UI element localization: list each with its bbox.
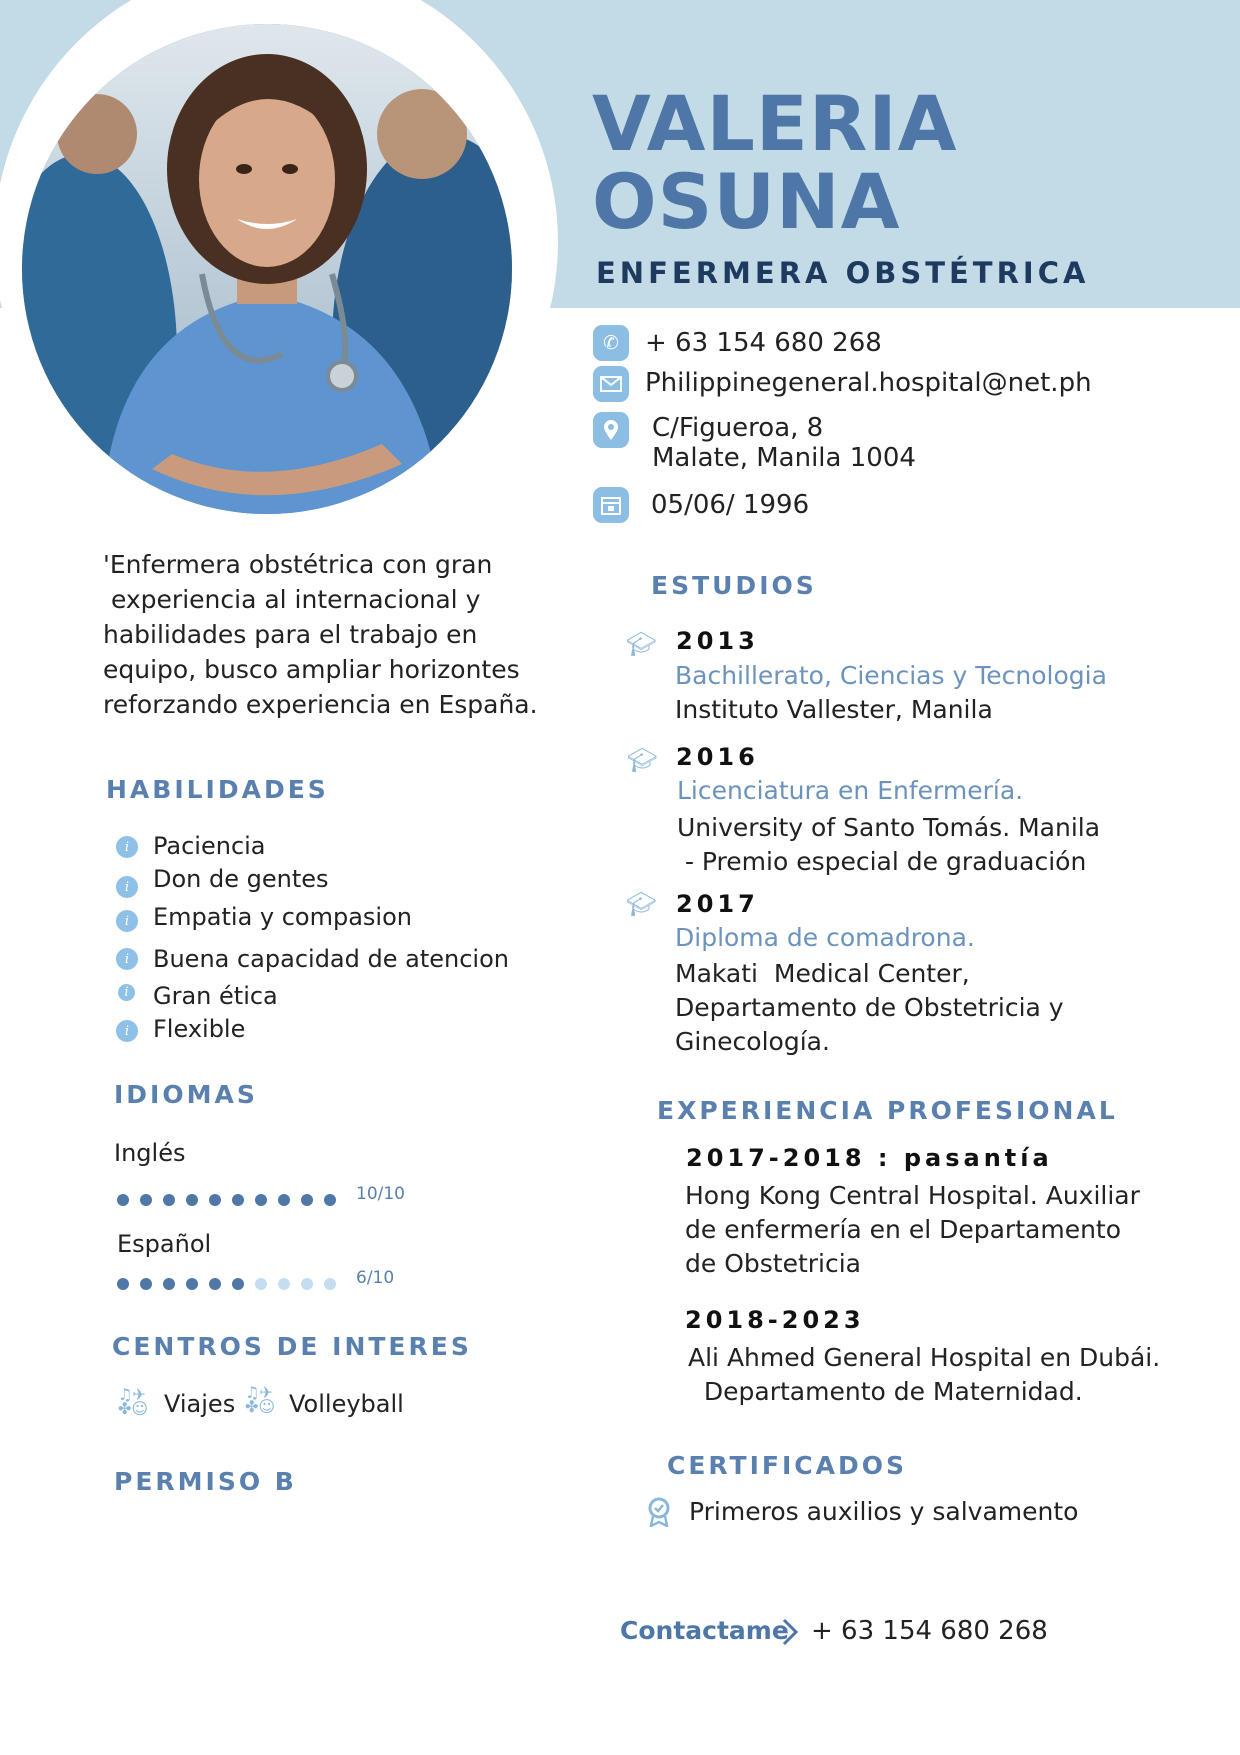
profile-line: habilidades para el trabajo en (103, 620, 478, 649)
chevron-right-icon (781, 1617, 799, 1651)
experience-period: 2018-2023 (685, 1306, 865, 1334)
level-dot-filled (163, 1194, 175, 1206)
interest-item: Viajes (164, 1390, 236, 1418)
level-dot-empty (301, 1278, 313, 1290)
level-dot-empty (255, 1278, 267, 1290)
experience-title: EXPERIENCIA PROFESIONAL (657, 1096, 1118, 1125)
mail-icon (593, 366, 629, 402)
education-institution: Ginecología. (675, 1027, 830, 1056)
interests-title: CENTROS DE INTERES (112, 1332, 472, 1361)
skill-item: Empatia y compasion (153, 903, 412, 931)
interests-icon: ♫✈ ✤☺ (245, 1383, 276, 1416)
footer-phone: + 63 154 680 268 (811, 1616, 1048, 1646)
skill-item: Don de gentes (153, 865, 329, 893)
experience-period: 2017-2018 : pasantía (686, 1144, 1053, 1172)
skill-item: Buena capacidad de atencion (153, 945, 509, 973)
education-note: - Premio especial de graduación (677, 847, 1087, 876)
language-score: 6/10 (356, 1268, 395, 1288)
experience-line: de enfermería en el Departamento (685, 1215, 1122, 1244)
experience-line: de Obstetricia (685, 1249, 861, 1278)
experience-line: Ali Ahmed General Hospital en Dubái. (688, 1343, 1161, 1372)
first-name: VALERIA (592, 79, 958, 168)
license-title: PERMISO B (114, 1467, 297, 1496)
interest-item: Volleyball (289, 1390, 404, 1418)
contact-email: Philippinegeneral.hospital@net.ph (645, 368, 1092, 398)
graduation-cap-icon: 🎓︎ (627, 746, 658, 774)
info-icon: i (116, 910, 138, 932)
education-institution: Instituto Vallester, Manila (675, 695, 993, 724)
contact-cta[interactable]: Contactame (620, 1616, 789, 1645)
level-dot-filled (117, 1194, 129, 1206)
info-icon: i (116, 836, 138, 858)
skill-item: Paciencia (153, 832, 266, 860)
level-dot-filled (186, 1278, 198, 1290)
address-line-1: C/Figueroa, 8 (652, 413, 824, 443)
language-name: Español (117, 1230, 212, 1258)
education-degree: Licenciatura en Enfermería. (677, 776, 1024, 805)
last-name: OSUNA (592, 157, 901, 246)
education-year: 2013 (676, 627, 759, 655)
level-dot-filled (278, 1194, 290, 1206)
language-score: 10/10 (356, 1184, 405, 1204)
education-year: 2017 (676, 890, 759, 918)
interests-icon: ♫✈ ✤☺ (118, 1385, 149, 1418)
profile-line: reforzando experiencia en España. (103, 690, 538, 719)
level-dot-filled (324, 1194, 336, 1206)
graduation-cap-icon: 🎓︎ (626, 890, 657, 918)
languages-title: IDIOMAS (114, 1080, 258, 1109)
location-icon (593, 412, 629, 448)
certificate-item: Primeros auxilios y salvamento (689, 1497, 1079, 1526)
profile-line: equipo, busco ampliar horizontes (103, 655, 520, 684)
profile-line: 'Enfermera obstétrica con gran (103, 550, 493, 579)
nurse-portrait (22, 24, 512, 514)
level-dot-filled (301, 1194, 313, 1206)
graduation-cap-icon: 🎓︎ (626, 630, 657, 658)
level-dot-filled (209, 1278, 221, 1290)
level-dot-empty (278, 1278, 290, 1290)
job-title: ENFERMERA OBSTÉTRICA (596, 256, 1090, 290)
info-icon: i (116, 1020, 138, 1042)
calendar-icon (593, 487, 629, 523)
education-institution: Makati Medical Center, (675, 959, 970, 988)
level-dot-filled (140, 1194, 152, 1206)
info-icon: i (118, 984, 135, 1001)
experience-line: Hong Kong Central Hospital. Auxiliar (685, 1181, 1140, 1210)
level-dot-filled (163, 1278, 175, 1290)
birthdate: 05/06/ 1996 (651, 490, 810, 520)
address-line-2: Malate, Manila 1004 (652, 443, 916, 473)
info-icon: i (116, 876, 138, 898)
level-dot-empty (324, 1278, 336, 1290)
education-year: 2016 (676, 743, 759, 771)
skill-item: Gran ética (153, 982, 278, 1010)
language-level-dots (117, 1275, 347, 1294)
profile-summary (103, 547, 543, 722)
education-title: ESTUDIOS (651, 571, 817, 600)
info-icon: i (116, 948, 138, 970)
skill-item: Flexible (153, 1015, 246, 1043)
profile-photo (22, 24, 512, 514)
level-dot-filled (255, 1194, 267, 1206)
level-dot-filled (186, 1194, 198, 1206)
level-dot-filled (209, 1194, 221, 1206)
level-dot-filled (232, 1278, 244, 1290)
language-name: Inglés (114, 1139, 186, 1167)
level-dot-filled (117, 1278, 129, 1290)
certificates-title: CERTIFICADOS (667, 1451, 907, 1480)
language-level-dots (117, 1191, 347, 1210)
contact-phone: + 63 154 680 268 (645, 328, 882, 358)
education-institution: University of Santo Tomás. Manila (677, 813, 1101, 842)
award-icon (646, 1497, 672, 1531)
profile-line: experiencia al internacional y (103, 585, 481, 614)
level-dot-filled (140, 1278, 152, 1290)
education-degree: Bachillerato, Ciencias y Tecnologia (675, 661, 1107, 690)
level-dot-filled (232, 1194, 244, 1206)
experience-line: Departamento de Maternidad. (688, 1377, 1083, 1406)
education-institution: Departamento de Obstetricia y (675, 993, 1064, 1022)
phone-icon: ✆ (593, 325, 629, 361)
skills-title: HABILIDADES (106, 775, 329, 804)
education-degree: Diploma de comadrona. (675, 923, 975, 952)
